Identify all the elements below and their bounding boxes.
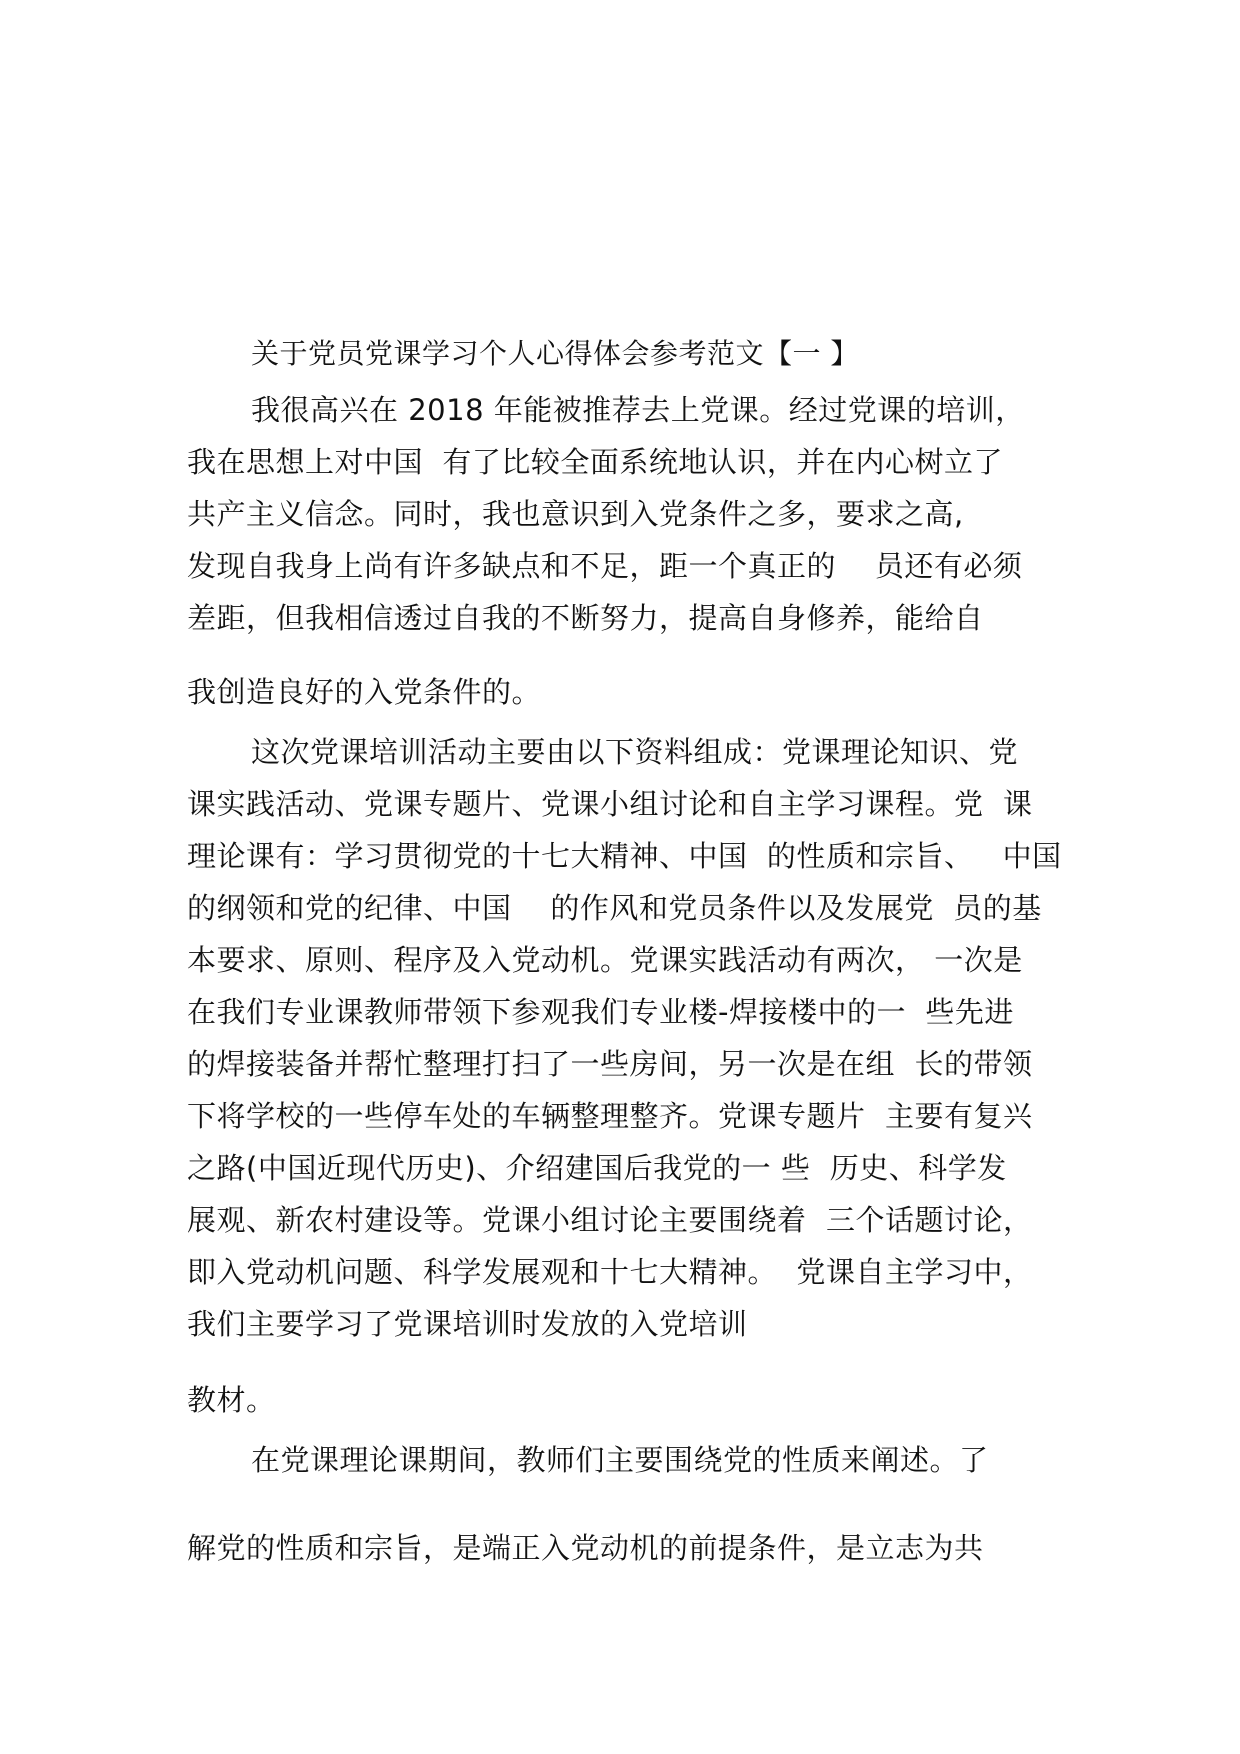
paragraph-3-line-2: 解党的性质和宗旨，是端正入党动机的前提条件，是立志为共: [187, 1531, 984, 1565]
paragraph-2-line-6: 在我们专业课教师带领下参观我们专业楼-焊接楼中的一 些先进: [187, 995, 1014, 1029]
paragraph-2-line-9: 之路(中国近现代历史)、介绍建国后我党的一 些 历史、科学发: [187, 1151, 1007, 1185]
paragraph-2-line-10: 展观、新农村建设等。党课小组讨论主要围绕着 三个话题讨论，: [187, 1203, 1033, 1237]
paragraph-1-line-6: 我创造良好的入党条件的。: [187, 675, 542, 709]
document-title: 关于党员党课学习个人心得体会参考范文【一 】: [251, 337, 859, 370]
paragraph-2-line-5: 本要求、原则、程序及入党动机。党课实践活动有两次， 一次是: [187, 943, 1023, 977]
paragraph-2-line-13: 教材。: [187, 1383, 276, 1417]
paragraph-1-line-3: 共产主义信念。同时，我也意识到入党条件之多，要求之高,: [187, 497, 964, 531]
paragraph-2-line-1: 这次党课培训活动主要由以下资料组成：党课理论知识、党: [251, 735, 1019, 769]
paragraph-1-line-1: 我很高兴在 2018 年能被推荐去上党课。经过党课的培训，: [251, 393, 1025, 427]
paragraph-2-line-7: 的焊接装备并帮忙整理打扫了一些房间，另一次是在组 长的带领: [187, 1047, 1033, 1081]
paragraph-2-line-4: 的纲领和党的纪律、中国 的作风和党员条件以及发展党 员的基: [187, 891, 1042, 925]
paragraph-1-line-5: 差距，但我相信透过自我的不断努力，提高自身修养，能给自: [187, 601, 984, 635]
paragraph-1-line-4: 发现自我身上尚有许多缺点和不足，距一个真正的 员还有必须: [187, 549, 1023, 583]
paragraph-2-line-2: 课实践活动、党课专题片、党课小组讨论和自主学习课程。党 课: [187, 787, 1033, 821]
paragraph-1-line-2: 我在思想上对中国 有了比较全面系统地认识，并在内心树立了: [187, 445, 1003, 479]
paragraph-2-line-3: 理论课有：学习贯彻党的十七大精神、中国 的性质和宗旨、 中国: [187, 839, 1062, 873]
paragraph-2-line-11: 即入党动机问题、科学发展观和十七大精神。 党课自主学习中，: [187, 1255, 1033, 1289]
paragraph-2-line-8: 下将学校的一些停车处的车辆整理整齐。党课专题片 主要有复兴: [187, 1099, 1033, 1133]
paragraph-2-line-12: 我们主要学习了党课培训时发放的入党培训: [187, 1307, 748, 1341]
paragraph-3-line-1: 在党课理论课期间，教师们主要围绕党的性质来阐述。了: [251, 1443, 989, 1477]
